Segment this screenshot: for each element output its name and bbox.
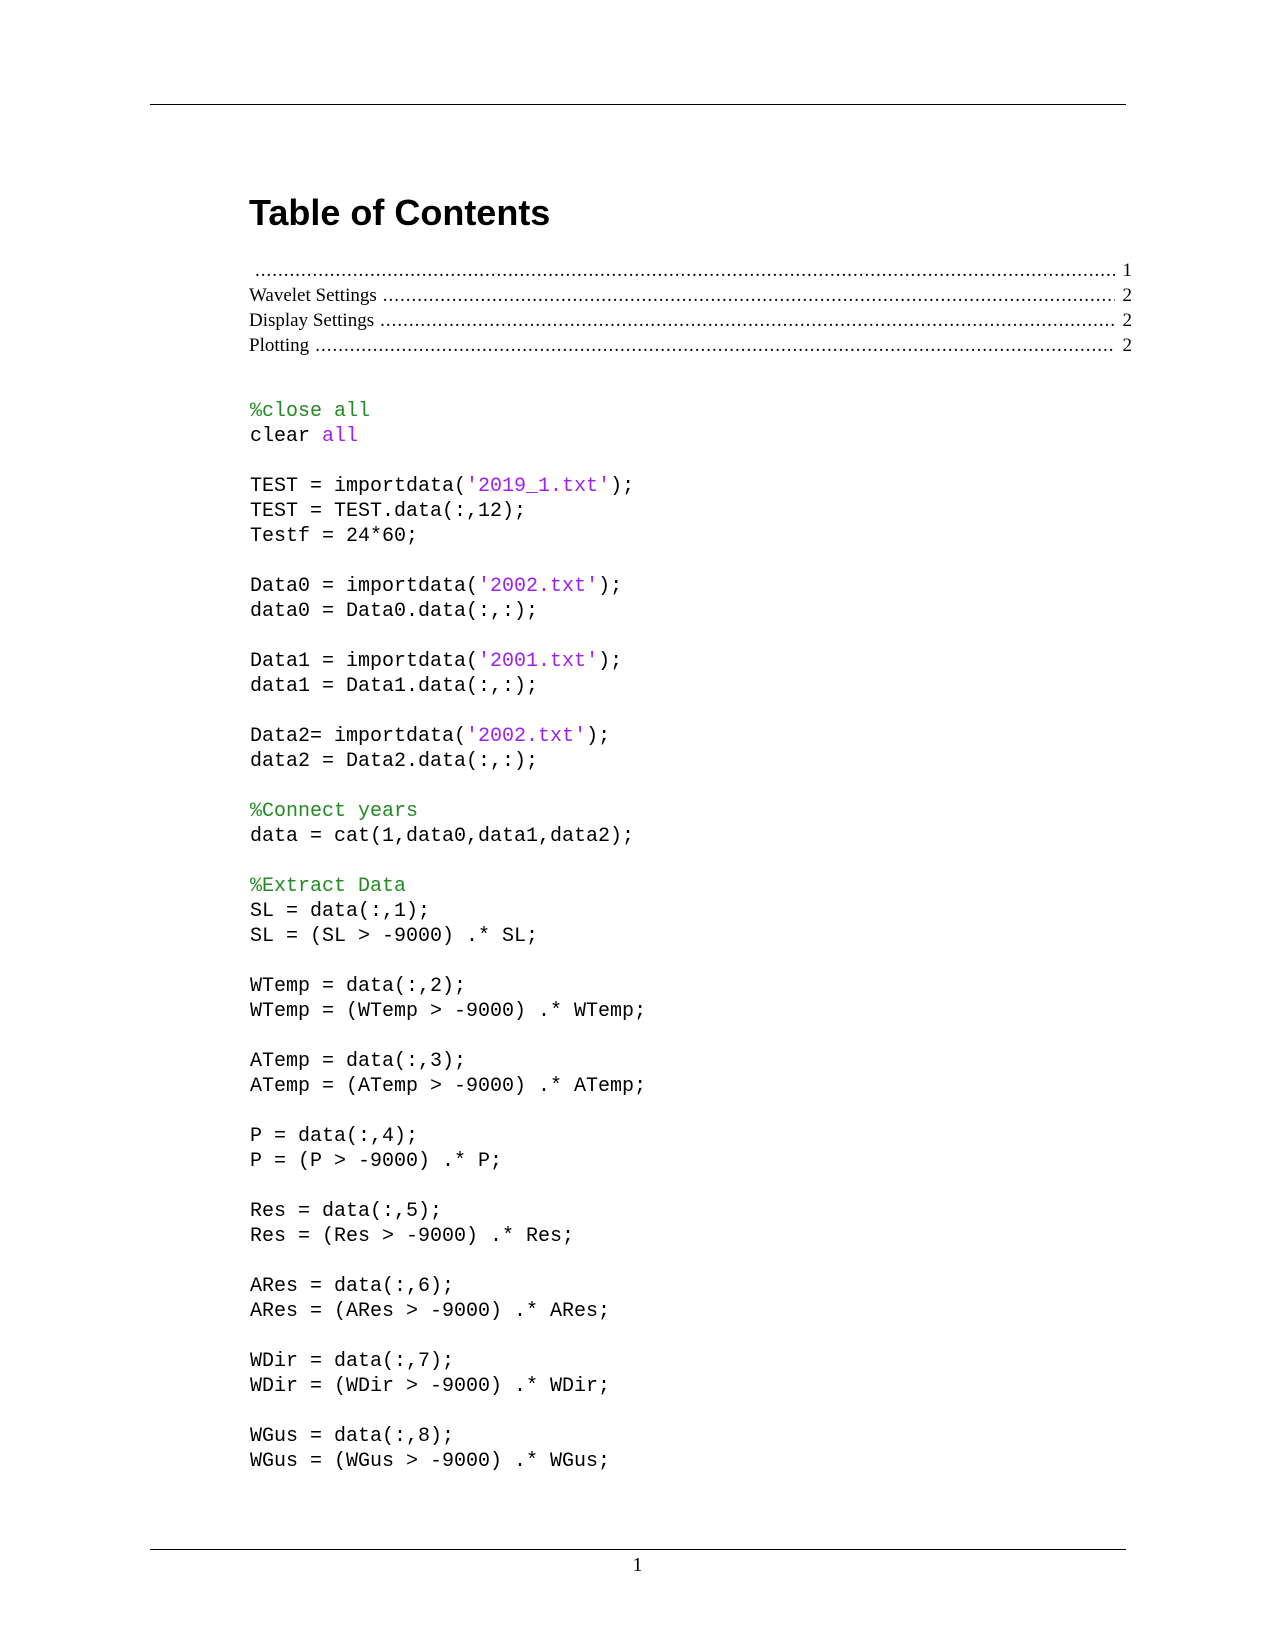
code-line bbox=[250, 474, 646, 499]
toc-entry-label: Display Settings bbox=[249, 310, 375, 331]
toc-title: Table of Contents bbox=[249, 192, 551, 233]
code-text: Testf = 24*60; bbox=[250, 525, 419, 548]
code-text: WDir = data(:,7); bbox=[250, 1350, 455, 1373]
code-text: SL = (SL > -9000) .* SL; bbox=[250, 925, 539, 948]
code-string: all bbox=[322, 425, 359, 448]
code-line bbox=[250, 674, 646, 699]
code-line bbox=[250, 1249, 646, 1274]
code-line bbox=[250, 799, 646, 824]
code-text: WDir = (WDir > -9000) .* WDir; bbox=[250, 1375, 611, 1398]
toc-entry-page: 2 bbox=[1122, 310, 1132, 331]
code-line bbox=[250, 924, 646, 949]
code-line bbox=[250, 1299, 646, 1324]
code-line bbox=[250, 999, 646, 1024]
code-line bbox=[250, 449, 646, 474]
code-line bbox=[250, 499, 646, 524]
code-line bbox=[250, 1099, 646, 1124]
toc-entry-label: Plotting bbox=[249, 335, 310, 356]
code-text: ARes = (ARes > -9000) .* ARes; bbox=[250, 1300, 611, 1323]
header-rule bbox=[150, 104, 1126, 105]
code-line bbox=[250, 1124, 646, 1149]
code-text: data = cat(1,data0,data1,data2); bbox=[250, 825, 635, 848]
toc-entry[interactable] bbox=[249, 258, 1132, 283]
toc-dot-leader bbox=[255, 258, 1115, 283]
code-string: '2019_1.txt' bbox=[466, 475, 611, 498]
toc-dot-leader bbox=[315, 333, 1115, 358]
code-text: WGus = data(:,8); bbox=[250, 1425, 455, 1448]
code-line bbox=[250, 1149, 646, 1174]
toc-dot-leader bbox=[383, 283, 1115, 308]
code-text: data1 = Data1.data(:,:); bbox=[250, 675, 539, 698]
toc-entry-page: 2 bbox=[1122, 285, 1132, 306]
code-string: '2001.txt' bbox=[478, 650, 599, 673]
code-text: ); bbox=[598, 650, 623, 673]
code-text: Res = data(:,5); bbox=[250, 1200, 443, 1223]
code-line bbox=[250, 874, 646, 899]
code-line bbox=[250, 724, 646, 749]
toc-entry[interactable] bbox=[249, 283, 1132, 308]
code-text: Data1 = importdata( bbox=[250, 650, 479, 673]
code-text: WGus = (WGus > -9000) .* WGus; bbox=[250, 1450, 611, 1473]
code-text: SL = data(:,1); bbox=[250, 900, 431, 923]
toc-entry[interactable] bbox=[249, 308, 1132, 333]
toc-dot-leader bbox=[380, 308, 1115, 333]
code-text: clear bbox=[250, 425, 323, 448]
code-text: WTemp = data(:,2); bbox=[250, 975, 467, 998]
code-line bbox=[250, 1399, 646, 1424]
code-comment: %Connect years bbox=[250, 800, 419, 823]
code-line bbox=[250, 1324, 646, 1349]
code-line bbox=[250, 899, 646, 924]
code-text: P = (P > -9000) .* P; bbox=[250, 1150, 503, 1173]
code-text: Data0 = importdata( bbox=[250, 575, 479, 598]
code-line bbox=[250, 849, 646, 874]
code-line bbox=[250, 749, 646, 774]
page-number: 1 bbox=[632, 1554, 643, 1576]
code-line bbox=[250, 1424, 646, 1449]
code-line bbox=[250, 549, 646, 574]
code-line bbox=[250, 974, 646, 999]
code-line bbox=[250, 574, 646, 599]
code-text: ATemp = data(:,3); bbox=[250, 1050, 467, 1073]
code-line bbox=[250, 1274, 646, 1299]
code-text: Data2= importdata( bbox=[250, 725, 467, 748]
code-line bbox=[250, 649, 646, 674]
footer-rule bbox=[150, 1549, 1126, 1550]
code-line bbox=[250, 524, 646, 549]
code-line bbox=[250, 1024, 646, 1049]
code-string: '2002.txt' bbox=[478, 575, 599, 598]
code-text: data2 = Data2.data(:,:); bbox=[250, 750, 539, 773]
code-text: TEST = TEST.data(:,12); bbox=[250, 500, 527, 523]
toc-entry-page: 2 bbox=[1122, 335, 1132, 356]
code-text: ); bbox=[610, 475, 635, 498]
code-line bbox=[250, 1174, 646, 1199]
code-text: ARes = data(:,6); bbox=[250, 1275, 455, 1298]
code-text: data0 = Data0.data(:,:); bbox=[250, 600, 539, 623]
code-line bbox=[250, 624, 646, 649]
toc-entry[interactable] bbox=[249, 333, 1132, 358]
code-line bbox=[250, 1199, 646, 1224]
code-line bbox=[250, 824, 646, 849]
code-line bbox=[250, 949, 646, 974]
code-line bbox=[250, 1224, 646, 1249]
code-text: TEST = importdata( bbox=[250, 475, 467, 498]
code-line bbox=[250, 774, 646, 799]
code-line bbox=[250, 399, 646, 424]
code-text: P = data(:,4); bbox=[250, 1125, 419, 1148]
code-text: ); bbox=[586, 725, 611, 748]
code-line bbox=[250, 1449, 646, 1474]
code-string: '2002.txt' bbox=[466, 725, 587, 748]
code-comment: %close all bbox=[250, 400, 371, 423]
code-text: Res = (Res > -9000) .* Res; bbox=[250, 1225, 575, 1248]
code-text: WTemp = (WTemp > -9000) .* WTemp; bbox=[250, 1000, 647, 1023]
code-text: ATemp = (ATemp > -9000) .* ATemp; bbox=[250, 1075, 647, 1098]
code-line bbox=[250, 1349, 646, 1374]
code-block bbox=[250, 399, 646, 1474]
code-line bbox=[250, 1049, 646, 1074]
code-comment: %Extract Data bbox=[250, 875, 407, 898]
code-text: ); bbox=[598, 575, 623, 598]
table-of-contents bbox=[249, 258, 1132, 358]
code-line bbox=[250, 699, 646, 724]
code-line bbox=[250, 1374, 646, 1399]
code-line bbox=[250, 1074, 646, 1099]
toc-entry-page: 1 bbox=[1122, 260, 1132, 281]
code-line bbox=[250, 424, 646, 449]
code-line bbox=[250, 599, 646, 624]
toc-entry-label: Wavelet Settings bbox=[249, 285, 377, 306]
